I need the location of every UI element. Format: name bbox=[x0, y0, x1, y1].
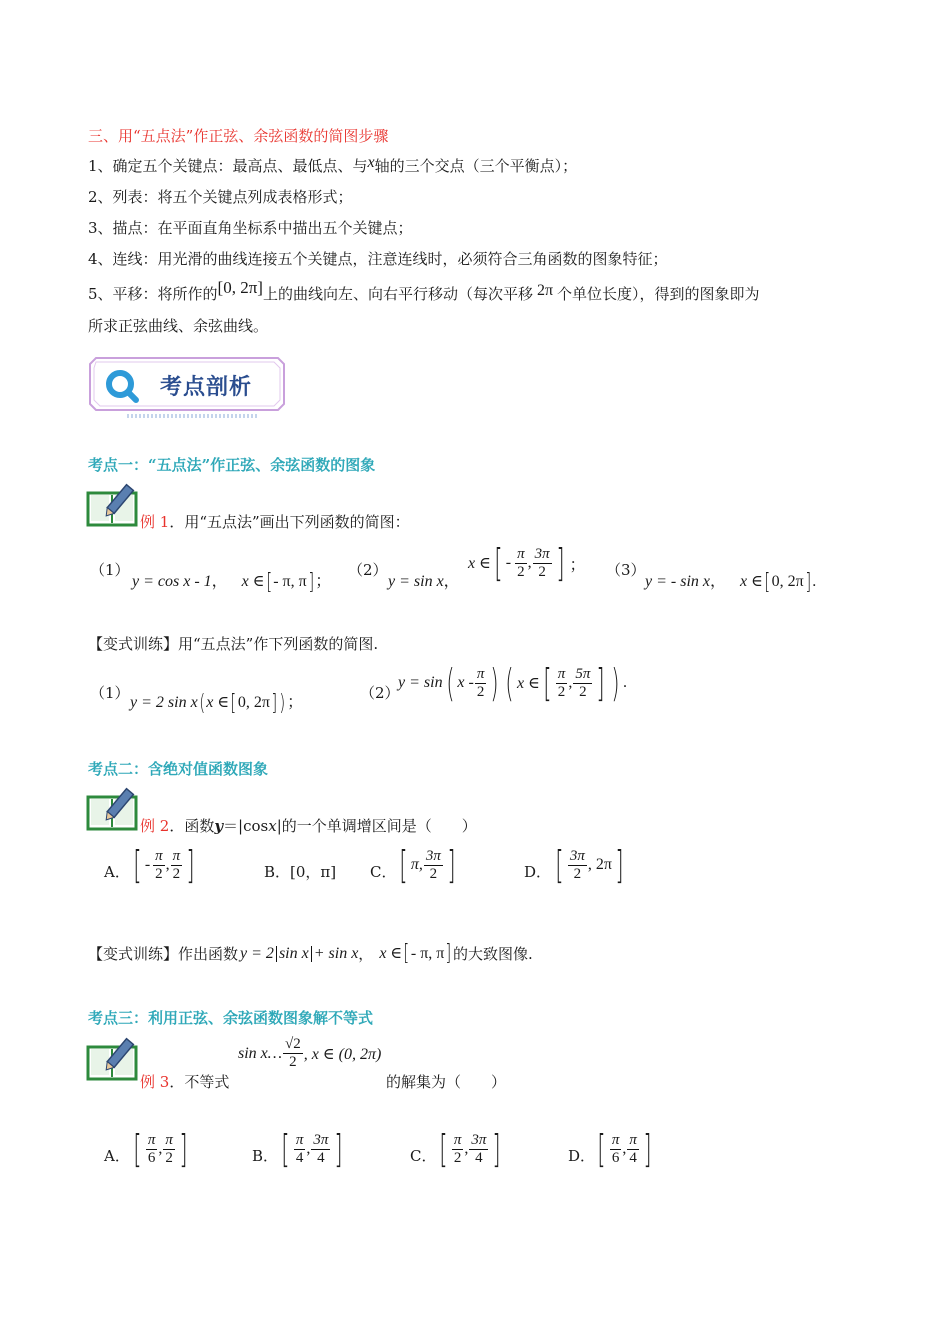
option-c[interactable]: C． bbox=[370, 863, 397, 881]
book-pen-icon bbox=[86, 483, 138, 527]
badge-label: 考点剖析 bbox=[160, 375, 253, 400]
ex3-option-d[interactable]: D． bbox=[568, 1147, 596, 1165]
ex1-p1-num: （1） bbox=[90, 561, 130, 579]
fraction: $\frac{3\pi}{2}$ bbox=[534, 545, 550, 580]
ex3-option-d-value: [ $\frac{\pi}{6}$ , $\frac{\pi}{4}$ ] bbox=[597, 1127, 652, 1171]
ex3-option-b-value: [ $\frac{\pi}{4}$ , $\frac{3\pi}{4}$ ] bbox=[281, 1127, 343, 1171]
ex1-p1-func: y = cos x - 1 bbox=[132, 573, 212, 590]
var1-p1-num: （1） bbox=[90, 684, 130, 702]
option-b[interactable]: B．[0，π] bbox=[264, 863, 337, 881]
bracket-right: ] bbox=[307, 569, 315, 595]
interval-0-2pi: [0, 2π] bbox=[217, 278, 263, 297]
step-1 bbox=[88, 156, 577, 177]
ex1-p2-num: （2） bbox=[348, 561, 388, 579]
fraction: $\frac{\pi}{2}$ bbox=[172, 847, 181, 882]
kp2-title: 考点二：含绝对值函数图象 bbox=[88, 760, 269, 778]
example-1-text: ．用“五点法”画出下列函数的简图： bbox=[169, 513, 410, 531]
example-1-label: 例 1 bbox=[140, 513, 170, 531]
kp1-title: 考点一：“五点法”作正弦、余弦函数的图象 bbox=[88, 456, 376, 474]
book-pen-icon bbox=[86, 787, 138, 831]
fraction: $\frac{\pi}{2}$ bbox=[476, 665, 485, 700]
domain-x: x ∈ bbox=[241, 573, 265, 590]
step-4: 4、连线：用光滑的曲线连接五个关键点，注意连线时，必须符合三角函数的图象特征； bbox=[88, 250, 668, 268]
kaodian-badge bbox=[88, 356, 286, 418]
fraction: $\frac{\pi}{2}$ bbox=[557, 665, 566, 700]
ex1-p1-domain: - π, π bbox=[273, 573, 307, 590]
ex3-option-c[interactable]: C． bbox=[410, 1147, 437, 1165]
option-a[interactable]: A． bbox=[104, 863, 130, 881]
step-5-text-c: 个单位长度），得到的图象即为 bbox=[557, 285, 760, 303]
example-1 bbox=[140, 512, 410, 532]
variant-training-1 bbox=[88, 634, 378, 654]
step-5-text-b: 上的曲线向左、向右平行移动（每次平移 bbox=[262, 285, 533, 303]
minus: - bbox=[505, 554, 512, 571]
ex3-option-a-value: [ $\frac{\pi}{6}$ , $\frac{\pi}{2}$ ] bbox=[133, 1127, 188, 1171]
ex1-p1 bbox=[132, 568, 331, 595]
ex1-p2-func bbox=[388, 568, 460, 591]
fraction: $\frac{3\pi}{2}$ bbox=[569, 847, 585, 882]
example-3-tail: 的解集为（ ） bbox=[386, 1073, 507, 1091]
ex3-option-b[interactable]: B． bbox=[252, 1147, 279, 1165]
fraction: $\frac{\pi}{2}$ bbox=[155, 847, 163, 882]
example-3-label: 例 3 bbox=[140, 1073, 170, 1091]
step-5 bbox=[88, 278, 760, 305]
fraction: $\frac{3\pi}{2}$ bbox=[425, 847, 441, 882]
two-pi: 2π bbox=[536, 282, 554, 299]
option-d-value: [ $\frac{3\pi}{2}$ , 2π ] bbox=[555, 843, 624, 887]
fraction: $\frac{\pi}{2}$ bbox=[517, 545, 525, 580]
bracket-right: ] bbox=[555, 541, 565, 585]
domain-x: x ∈ bbox=[740, 573, 763, 590]
variant-label: 【变式训练】 bbox=[88, 635, 179, 653]
step-1-text: 1、确定五个关键点：最高点、最低点、与 bbox=[88, 157, 368, 175]
var1-p2-num: （2） bbox=[360, 684, 400, 702]
bracket-left: [ bbox=[265, 569, 272, 595]
step-5-text-a: 5、平移：将所作的 bbox=[88, 285, 218, 303]
ex1-p3-func: y = - sin x bbox=[645, 573, 710, 590]
ex3-option-c-value: [ $\frac{\pi}{2}$ , $\frac{3\pi}{4}$ ] bbox=[439, 1127, 501, 1171]
kp3-title: 考点三：利用正弦、余弦函数图象解不等式 bbox=[88, 1009, 374, 1027]
option-d[interactable]: D． bbox=[524, 863, 552, 881]
ex1-p3-num: （3） bbox=[606, 561, 646, 579]
example-3-inequality: sin x… $\frac{√2}{2}$ , x ∈ (0, 2π) bbox=[238, 1036, 382, 1070]
option-a-value: [ - $\frac{\pi}{2}$ , $\frac{\pi}{2}$ ] bbox=[133, 843, 195, 887]
option-c-value: [ π, $\frac{3\pi}{2}$ ] bbox=[399, 843, 456, 887]
step-3: 3、描点：在平面直角坐标系中描出五个关键点； bbox=[88, 219, 413, 237]
end: ； bbox=[315, 573, 332, 590]
example-2: 例 2．函数y＝|cosx|的一个单调增区间是（ ） bbox=[140, 817, 477, 835]
ex3-option-a[interactable]: A． bbox=[104, 1147, 130, 1165]
variant-training-2: 【变式训练】 作出函数 y = 2 sin x + sin x ， x ∈ [ - π, π ] 的大致图像. bbox=[88, 941, 533, 966]
ex1-p2-domain: x ∈ [ - $\frac{\pi}{2}$ , $\frac{3\pi}{2}$ ] ； bbox=[468, 541, 586, 585]
sep: ， bbox=[443, 573, 460, 590]
search-icon bbox=[104, 368, 140, 404]
example-3: 例 3．不等式 bbox=[140, 1073, 230, 1091]
ex1-p3: y = - sin x， x ∈[0, 2π]. bbox=[645, 569, 817, 595]
section-title: 三、用“五点法”作正弦、余弦函数的简图步骤 bbox=[88, 127, 389, 145]
book-pen-icon bbox=[86, 1037, 138, 1081]
var1-p2: y = sin ( x - $\frac{\pi}{2}$ ) ( x ∈ [ $\frac{\pi}{2}$ , $\frac{5\pi}{2}$ ] ) . bbox=[398, 661, 627, 705]
variant-text: 用“五点法”作下列函数的简图. bbox=[178, 635, 379, 653]
var1-p1: y = 2 sin x(x ∈[0, 2π] )； bbox=[130, 690, 304, 716]
var-x: x bbox=[367, 154, 375, 171]
ex1-p3-domain: 0, 2π bbox=[771, 573, 804, 590]
sep: ， bbox=[211, 573, 228, 590]
domain-x: x ∈ bbox=[468, 555, 491, 572]
example-2-label: 例 2 bbox=[140, 817, 170, 835]
step-1-text-b: 轴的三个交点（三个平衡点）； bbox=[374, 157, 578, 175]
step-5-line-2: 所求正弦曲线、余弦曲线。 bbox=[88, 317, 269, 335]
fraction: $\frac{√2}{2}$ bbox=[285, 1036, 301, 1070]
fraction: $\frac{5\pi}{2}$ bbox=[575, 665, 591, 700]
bracket-left: [ bbox=[494, 541, 503, 585]
step-2: 2、列表：将五个关键点列成表格形式； bbox=[88, 188, 353, 206]
ex1-p2-func-text: y = sin x bbox=[388, 573, 444, 590]
